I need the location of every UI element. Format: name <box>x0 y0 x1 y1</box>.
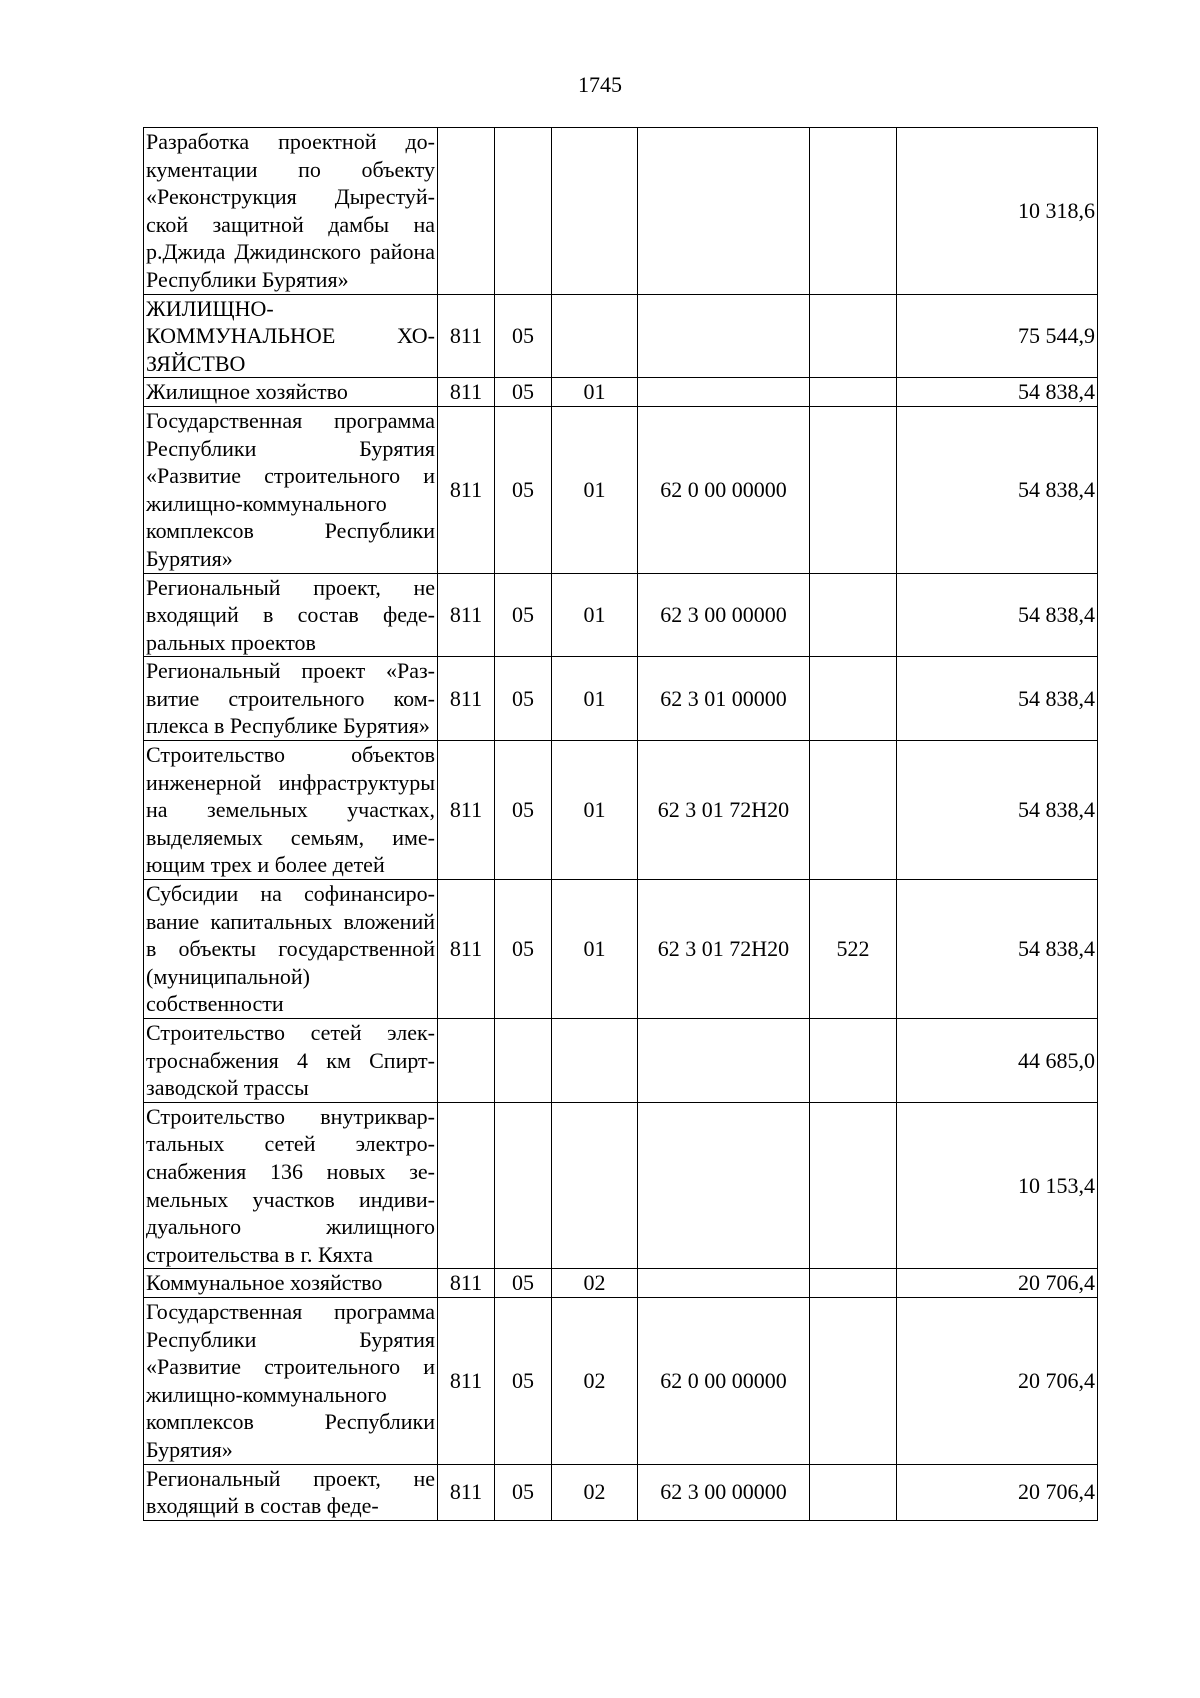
row-name: Строительство сетей электроснабжения 4 км Спиртзаводской трассы <box>144 1019 438 1103</box>
row-target-article <box>638 1019 810 1103</box>
row-grbs: 811 <box>438 1269 495 1298</box>
row-name: Региональный проект «Развитие строительного комплекса в Республике Бурятия» <box>144 657 438 741</box>
row-section: 05 <box>495 573 552 657</box>
row-section: 05 <box>495 1297 552 1464</box>
row-section <box>495 128 552 295</box>
table-row <box>144 1269 1098 1298</box>
row-amount: 20 706,4 <box>897 1269 1098 1298</box>
row-grbs: 811 <box>438 1297 495 1464</box>
row-name: Государственная программа Республики Бурятия «Развитие строительного и жилищно-коммунального комплексов Республики Бурятия» <box>144 406 438 573</box>
table-row <box>144 128 1098 295</box>
row-amount: 20 706,4 <box>897 1297 1098 1464</box>
row-grbs: 811 <box>438 657 495 741</box>
row-subsection: 02 <box>552 1297 638 1464</box>
row-target-article: 62 3 01 72Н20 <box>638 741 810 880</box>
row-name: ЖИЛИЩНО-КОММУНАЛЬНОЕ ХОЗЯЙСТВО <box>144 294 438 378</box>
row-expense-type <box>810 128 897 295</box>
row-section: 05 <box>495 378 552 407</box>
table-row <box>144 406 1098 573</box>
row-section <box>495 1019 552 1103</box>
row-grbs: 811 <box>438 1464 495 1520</box>
row-name: Региональный проект, не входящий в состав феде- <box>144 1464 438 1520</box>
row-grbs: 811 <box>438 573 495 657</box>
row-grbs: 811 <box>438 741 495 880</box>
row-section: 05 <box>495 657 552 741</box>
row-section: 05 <box>495 406 552 573</box>
row-target-article: 62 3 00 00000 <box>638 573 810 657</box>
row-expense-type <box>810 1019 897 1103</box>
row-name: Субсидии на софинансирование капитальных вложений в объекты государственной (муниципальной) собственности <box>144 880 438 1019</box>
row-grbs: 811 <box>438 378 495 407</box>
row-subsection: 02 <box>552 1269 638 1298</box>
row-grbs <box>438 128 495 295</box>
row-target-article: 62 3 00 00000 <box>638 1464 810 1520</box>
row-amount: 54 838,4 <box>897 657 1098 741</box>
row-subsection: 01 <box>552 880 638 1019</box>
row-amount: 20 706,4 <box>897 1464 1098 1520</box>
row-subsection: 01 <box>552 573 638 657</box>
row-target-article <box>638 294 810 378</box>
row-target-article: 62 0 00 00000 <box>638 406 810 573</box>
table-row <box>144 573 1098 657</box>
row-expense-type <box>810 294 897 378</box>
row-target-article <box>638 1102 810 1269</box>
table-row <box>144 1019 1098 1103</box>
row-expense-type <box>810 741 897 880</box>
row-expense-type <box>810 573 897 657</box>
row-subsection: 01 <box>552 657 638 741</box>
row-expense-type <box>810 378 897 407</box>
row-amount: 10 318,6 <box>897 128 1098 295</box>
table-row <box>144 880 1098 1019</box>
row-expense-type: 522 <box>810 880 897 1019</box>
table-row <box>144 657 1098 741</box>
row-subsection <box>552 128 638 295</box>
row-expense-type <box>810 657 897 741</box>
row-section <box>495 1102 552 1269</box>
row-grbs: 811 <box>438 294 495 378</box>
row-subsection <box>552 294 638 378</box>
row-subsection <box>552 1019 638 1103</box>
row-name: Жилищное хозяйство <box>144 378 438 407</box>
row-section: 05 <box>495 880 552 1019</box>
table-row <box>144 741 1098 880</box>
table-row <box>144 1464 1098 1520</box>
row-target-article: 62 3 01 00000 <box>638 657 810 741</box>
row-name: Разработка проектной документации по объекту «Реконструкция Дырестуйской защитной дамбы на р.Джида Джидинского района Республики Бурятия» <box>144 128 438 295</box>
row-amount: 10 153,4 <box>897 1102 1098 1269</box>
row-target-article <box>638 1269 810 1298</box>
row-amount: 54 838,4 <box>897 741 1098 880</box>
row-name: Государственная программа Республики Бурятия «Развитие строительного и жилищно-коммунального комплексов Республики Бурятия» <box>144 1297 438 1464</box>
table-row <box>144 1102 1098 1269</box>
row-name: Региональный проект, не входящий в состав федеральных проектов <box>144 573 438 657</box>
row-expense-type <box>810 1102 897 1269</box>
row-subsection: 01 <box>552 741 638 880</box>
row-subsection <box>552 1102 638 1269</box>
page-number: 1745 <box>578 72 622 97</box>
row-grbs <box>438 1019 495 1103</box>
row-grbs <box>438 1102 495 1269</box>
row-name: Строительство объектов инженерной инфраструктуры на земельных участках, выделяемых семьям, имеющим трех и более детей <box>144 741 438 880</box>
row-target-article: 62 3 01 72Н20 <box>638 880 810 1019</box>
row-amount: 54 838,4 <box>897 573 1098 657</box>
row-amount: 75 544,9 <box>897 294 1098 378</box>
row-target-article: 62 0 00 00000 <box>638 1297 810 1464</box>
table-row <box>144 1297 1098 1464</box>
row-section: 05 <box>495 741 552 880</box>
row-subsection: 01 <box>552 378 638 407</box>
row-subsection: 01 <box>552 406 638 573</box>
row-subsection: 02 <box>552 1464 638 1520</box>
row-section: 05 <box>495 1269 552 1298</box>
row-amount: 54 838,4 <box>897 406 1098 573</box>
row-target-article <box>638 128 810 295</box>
row-amount: 54 838,4 <box>897 880 1098 1019</box>
row-grbs: 811 <box>438 406 495 573</box>
row-expense-type <box>810 1297 897 1464</box>
row-amount: 54 838,4 <box>897 378 1098 407</box>
row-expense-type <box>810 1269 897 1298</box>
row-name: Строительство внутриквартальных сетей электроснабжения 136 новых земельных участков индивидуального жилищного строительства в г. Кяхта <box>144 1102 438 1269</box>
row-section: 05 <box>495 294 552 378</box>
table-row <box>144 378 1098 407</box>
row-name: Коммунальное хозяйство <box>144 1269 438 1298</box>
row-expense-type <box>810 406 897 573</box>
row-section: 05 <box>495 1464 552 1520</box>
row-expense-type <box>810 1464 897 1520</box>
row-amount: 44 685,0 <box>897 1019 1098 1103</box>
row-grbs: 811 <box>438 880 495 1019</box>
row-target-article <box>638 378 810 407</box>
budget-table <box>143 127 1098 1521</box>
table-row <box>144 294 1098 378</box>
